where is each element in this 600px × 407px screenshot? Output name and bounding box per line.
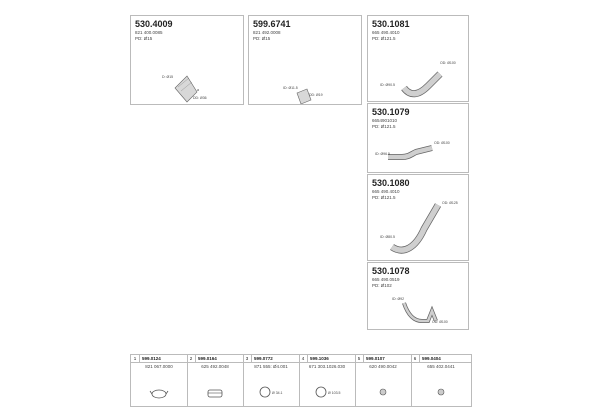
legend-code: 599.0404 (422, 356, 441, 361)
pipe-diagram (368, 263, 468, 329)
part-number: 530.1079 (372, 107, 410, 117)
legend-reference: 625 492.0048 (201, 364, 229, 369)
legend-column[interactable] (187, 355, 244, 406)
legend-code: 599.0124 (142, 356, 161, 361)
diagram-label: OD: Ø100 (434, 141, 450, 145)
pipe-diameter: PD: Ø15 (135, 36, 153, 41)
pipe-diagram (368, 175, 468, 260)
part-card-6[interactable] (367, 262, 469, 330)
legend-reference: 871 555: Ø4.001 (254, 364, 288, 369)
part-number: 530.1078 (372, 266, 410, 276)
hanger-diagram (355, 370, 411, 406)
diagram-label: Ø 34.1 (272, 391, 283, 395)
legend-header (187, 355, 243, 363)
pipe-diagram (368, 16, 468, 101)
part-card-2[interactable] (248, 15, 362, 105)
legend-number: 4 (299, 355, 308, 362)
part-number: 530.1080 (372, 178, 410, 188)
legend-reference: 655 402.0441 (427, 364, 455, 369)
legend-code: 599.0772 (254, 356, 273, 361)
legend-reference: 821 067.0000 (145, 364, 173, 369)
legend-number: 3 (243, 355, 252, 362)
legend-number: 5 (355, 355, 364, 362)
legend-code: 599.0107 (366, 356, 385, 361)
reference-number: 665 490.4010 (372, 30, 400, 35)
pipe-diameter: PD: Ø121.5 (372, 124, 396, 129)
parts-legend-table (130, 354, 472, 407)
reference-number: 6654901010 (372, 118, 398, 123)
reference-number: 821 400.0085 (135, 30, 163, 35)
part-number: 530.4009 (135, 19, 173, 29)
legend-reference: 671 303.1026.030 (308, 364, 346, 369)
legend-header (243, 355, 299, 363)
legend-number: 1 (131, 355, 140, 362)
pipe-diameter: PD: Ø121.5 (372, 195, 396, 200)
clamp-diagram (187, 370, 243, 406)
diagram-label: ID: Ø92 (392, 297, 405, 301)
part-card-5[interactable] (367, 174, 469, 261)
part-number: 599.6741 (253, 19, 291, 29)
ring-diagram (299, 370, 355, 406)
diagram-label: DD: Ø36 (193, 96, 207, 100)
legend-header (411, 355, 471, 363)
diagram-label: OD: Ø100 (440, 61, 456, 65)
diagram-label: D: Ø15 (162, 75, 174, 79)
legend-code: 599.0164 (198, 356, 217, 361)
legend-header (299, 355, 355, 363)
clamp-diagram (131, 370, 187, 406)
legend-column[interactable] (355, 355, 412, 406)
part-card-4[interactable] (367, 103, 469, 173)
pipe-diameter: PD: Ø121.5 (372, 36, 396, 41)
legend-column[interactable] (411, 355, 471, 406)
pipe-diameter: PD: Ø102 (372, 283, 392, 288)
part-card-3[interactable] (367, 15, 469, 102)
legend-column[interactable] (299, 355, 356, 406)
diagram-label: OD: Ø125 (442, 201, 458, 205)
legend-reference: 620 490.0042 (369, 364, 397, 369)
diagram-label: a (197, 88, 199, 92)
diagram-label: ID: Ø96.5 (375, 152, 390, 156)
pipe-diagram (249, 16, 361, 104)
part-card-1[interactable] (130, 15, 244, 105)
diagram-label: ID: Ø80.5 (380, 235, 395, 239)
legend-code: 599.1036 (310, 356, 329, 361)
reference-number: 665 490.4010 (372, 189, 400, 194)
diagram-label: Ø 103.5 (328, 391, 341, 395)
pipe-diagram (131, 16, 243, 104)
diagram-label: OD: Ø100 (432, 320, 448, 324)
legend-number: 2 (187, 355, 196, 362)
ring-diagram (243, 370, 299, 406)
legend-column[interactable] (131, 355, 188, 406)
diagram-label: ID: Ø90.5 (380, 83, 395, 87)
legend-number: 6 (411, 355, 420, 362)
legend-header (355, 355, 411, 363)
reference-number: 821 492.0008 (253, 30, 281, 35)
pipe-diagram (368, 104, 468, 172)
legend-header (131, 355, 187, 363)
diagram-label: DD: Ø19 (309, 93, 323, 97)
pipe-diameter: PD: Ø15 (253, 36, 271, 41)
legend-column[interactable] (243, 355, 300, 406)
diagram-label: ID: Ø11.5 (283, 86, 298, 90)
part-number: 530.1081 (372, 19, 410, 29)
reference-number: 665 490.0519 (372, 277, 400, 282)
hanger-diagram (411, 370, 471, 406)
